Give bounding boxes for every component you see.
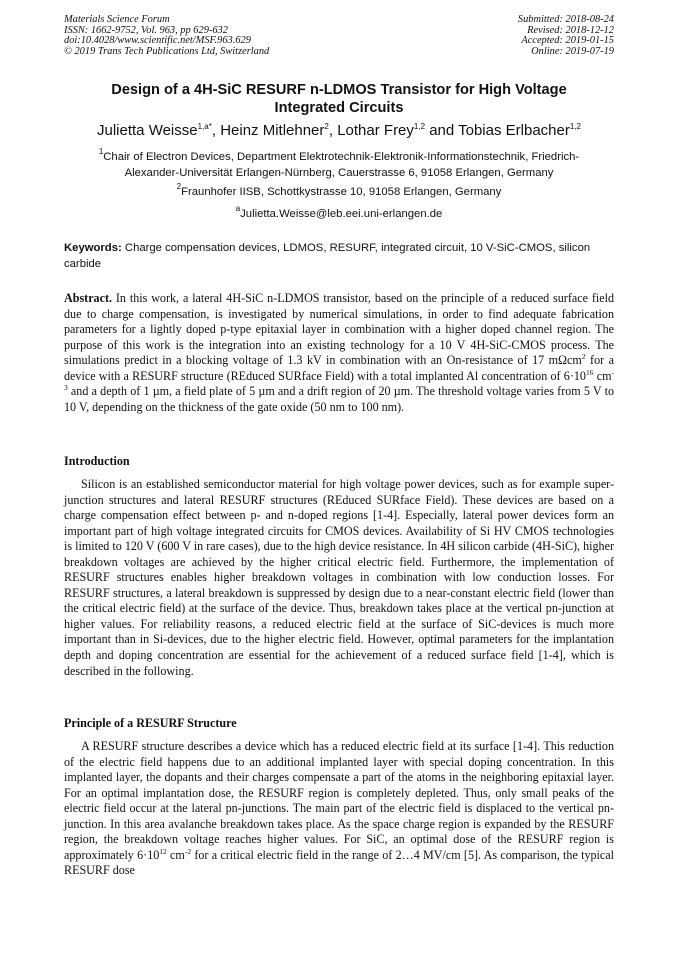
author-separator: and xyxy=(425,122,459,139)
abstract-sup: 16 xyxy=(585,367,594,377)
keywords xyxy=(64,240,616,272)
author-separator: , xyxy=(328,122,338,139)
abstract-sup: -3 xyxy=(64,367,614,393)
author-sup: 1,2 xyxy=(413,122,426,131)
introduction-heading: Introduction xyxy=(64,454,130,468)
resurf-text: A RESURF structure describes a device which has a reduced electric field at its surface [1-4]. This reduction of the electric field happens due to an additional implanted layer with special doping concentration. In this implanted layer, the dopants and their charges compensate a part of the atoms in the neighboring epitaxial layer. For an optimal implantation dose, the RESURF region is completely depleted. Thus, only small peaks of the electric field occur at the lateral pn-junctions. The main part of the electric field is displaced to the vertical pn-junction. In this area avalanche breakdown takes place. As the space charge region is expanded by the RESURF region, the breakdown voltage reaches higher values. For SiC, an optimal dose of the RESURF region is approximately 6·10 xyxy=(64,739,614,862)
keywords-label: Keywords: xyxy=(64,242,122,254)
affiliation-2-text: Fraunhofer IISB, Schottkystrasse 10, 91058 Erlangen, Germany xyxy=(181,186,502,198)
author-name: Heinz Mitlehner xyxy=(220,122,325,139)
author-sup: 1,a* xyxy=(197,122,212,131)
author-separator: , xyxy=(211,122,221,139)
abstract xyxy=(64,291,614,415)
abstract-text: In this work, a lateral 4H-SiC n-LDMOS transistor, based on the principle of a reduced surface field due to charge compensation, is investigated by numerical simulations, in order to find adequate fabrication parameters for a lightly doped p-type epitaxial layer in combination with a higher doped channel region. The purpose of this work is the integration into an existing technology for a 10 V 4H-SiC-CMOS process. The simulations predict in a blocking voltage of 1.3 kV in combination with an On-resistance of 17 mΩcm xyxy=(64,291,614,368)
paper-title xyxy=(64,81,614,117)
resurf-text: for a critical electric field in the range of 2…4 MV/cm [5]. As comparison, the typical RESURF dose xyxy=(64,847,614,878)
date-online: Online: 2019-07-19 xyxy=(531,45,614,57)
abstract-text: cm xyxy=(593,368,612,383)
abstract-text: and a depth of 1 µm, a field plate of 5 µm and a drift region of 20 µm. The threshold voltage varies from 5 V to 10 V, depending on the thickness of the gate oxide (50 nm to 100 nm). xyxy=(64,384,614,414)
author-list xyxy=(50,122,628,140)
affiliation-1-line-1: Chair of Electron Devices, Department Elektrotechnik-Elektronik-Informationstechnik, Friedrich- xyxy=(103,151,580,163)
resurf-sup: 12 xyxy=(159,846,167,856)
resurf-sup: -2 xyxy=(184,846,192,856)
journal-info xyxy=(64,15,269,57)
abstract-text: for a device with a RESURF structure (REduced SURface Field) with a total implanted Al concentration of 6·10 xyxy=(64,353,614,383)
author-name: Lothar Frey xyxy=(337,122,414,139)
author-name: Julietta Weisse xyxy=(97,122,198,139)
title-line-2: Integrated Circuits xyxy=(274,100,404,116)
date-revised: Revised: 2018-12-12 xyxy=(527,24,614,36)
affiliation-1-sup: 1 xyxy=(98,147,104,156)
author-name: Tobias Erlbacher xyxy=(458,122,570,139)
keywords-text: Charge compensation devices, LDMOS, RESURF, integrated circuit, 10 V-SiC-CMOS, silicon carbide xyxy=(64,242,591,270)
journal-doi: doi:10.4028/www.scientific.net/MSF.963.629 xyxy=(64,35,251,47)
affiliation-1-line-2: Alexander-Universität Erlangen-Nürnberg, Cauerstrasse 6, 91058 Erlangen, Germany xyxy=(124,167,554,179)
abstract-sup: 2 xyxy=(581,352,586,362)
email-text: Julietta.Weisse@leb.eei.uni-erlangen.de xyxy=(240,208,443,220)
date-accepted: Accepted: 2019-01-15 xyxy=(521,35,614,47)
author-sup: 2 xyxy=(324,122,329,131)
journal-issn: ISSN: 1662-9752, Vol. 963, pp 629-632 xyxy=(64,24,228,36)
abstract-label: Abstract. xyxy=(64,291,113,305)
journal-name: Materials Science Forum xyxy=(64,14,170,25)
affiliation-2 xyxy=(64,184,614,200)
resurf-paragraph xyxy=(64,739,614,879)
title-line-1: Design of a 4H-SiC RESURF n-LDMOS Transistor for High Voltage xyxy=(111,82,567,98)
author-sup: 1,2 xyxy=(569,122,581,131)
email-sup: a xyxy=(235,204,241,213)
affiliation-2-sup: 2 xyxy=(176,182,182,191)
affiliation-1 xyxy=(64,149,614,181)
date-submitted: Submitted: 2018-08-24 xyxy=(517,14,614,25)
journal-copyright: © 2019 Trans Tech Publications Ltd, Switzerland xyxy=(64,45,270,57)
introduction-paragraph: Silicon is an established semiconductor material for high voltage power devices, such as for example super-junction structures and lateral RESURF structures (REduced SURface Field). These devices are based on a charge compensation effect between p- and n-doped regions [1-4]. Especially, lateral power devices form an important part of high voltage integrated circuits for CMOS devices. Availability of Si HV CMOS technologies is limited to 120 V (600 V in rare cases), due to the high device resistance. In 4H silicon carbide (4H-SiC), higher breakdown voltages are achieved by the higher critical electric field. Furthermore, the implementation of RESURF structures enables higher breakdown voltages in combination with low conduction losses. For RESURF structures, a lateral breakdown is suppressed by design due to a near-constant electric field (lower than the critical electric field) at the surface of the device. Thus, breakdown takes place at the vertical pn-junction at higher values. For reliability reasons, a reduced electric field at the surface of SiC-devices is much more important than in Si-devices, due to the higher electric field. However, optimal parameters for the implantation depth and doping concentration are essential for the achievement of a reduced surface field [1-4], which is described in the following. xyxy=(64,477,614,678)
resurf-heading: Principle of a RESURF Structure xyxy=(64,716,237,730)
publication-dates xyxy=(518,15,614,57)
author-email xyxy=(64,206,614,222)
resurf-text: cm xyxy=(166,847,185,862)
